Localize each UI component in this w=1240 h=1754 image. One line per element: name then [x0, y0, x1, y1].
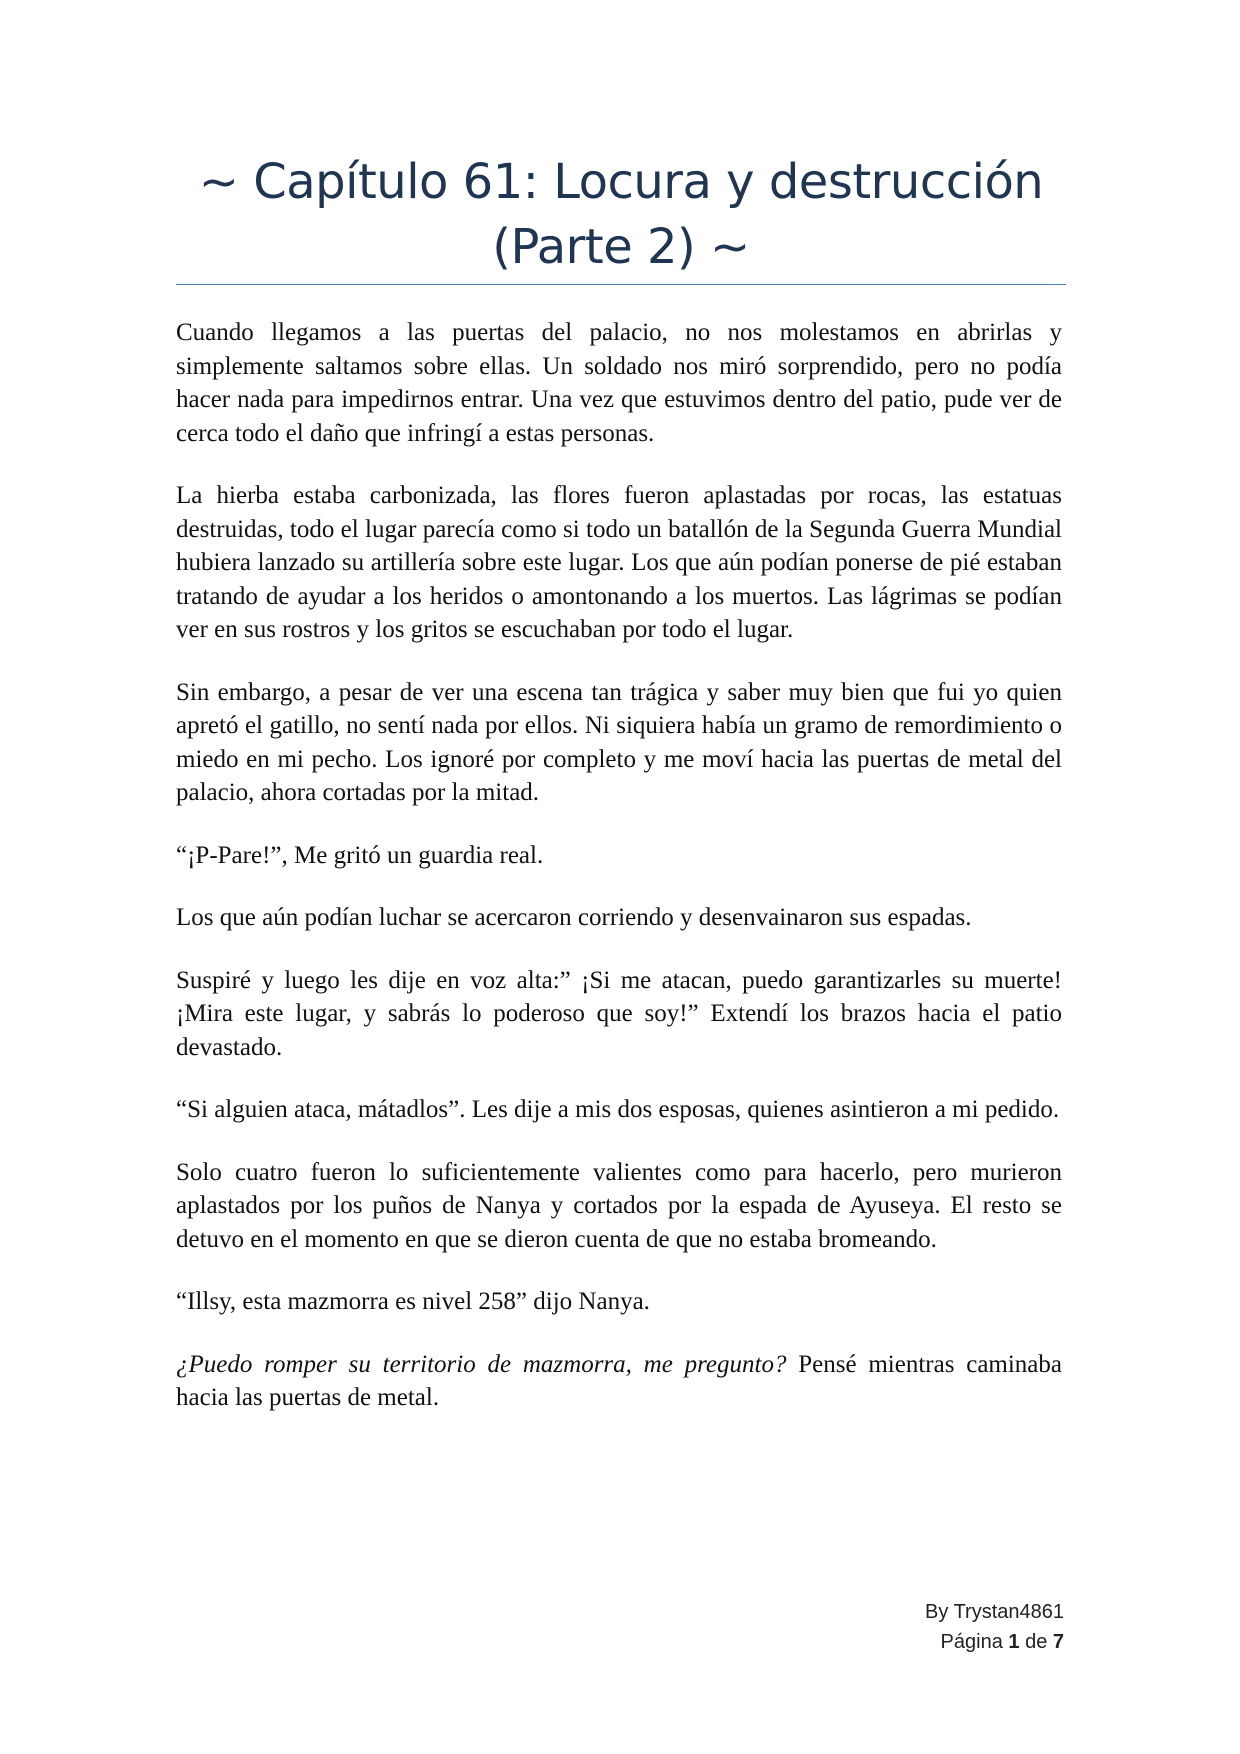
paragraph: “Si alguien ataca, mátadlos”. Les dije a mis dos esposas, quienes asintieron a mi pedido.: [176, 1096, 1060, 1123]
page-total: 7: [1052, 1631, 1064, 1653]
page-label: Página: [940, 1631, 1009, 1653]
of-label: de: [1019, 1631, 1053, 1653]
title-divider: [176, 284, 1066, 285]
paragraph: “¡P-Pare!”, Me gritó un guardia real.: [176, 841, 544, 869]
page-footer: [925, 1597, 1064, 1657]
paragraph-last: [176, 1348, 1062, 1415]
paragraph: Sin embargo, a pesar de ver una escena tan trágica y saber muy bien que fui yo quien apretó el gatillo, no sentí nada por ellos. Ni siquiera había un gramo de remordimiento o miedo en mi pecho. Los ignoré por completo y me moví hacia las puertas de metal del palacio, ahora cortadas por la mitad.: [176, 678, 1062, 806]
paragraph: La hierba estaba carbonizada, las flores fueron aplastadas por rocas, las estatuas destruidas, todo el lugar parecía como si todo un batallón de la Segunda Guerra Mundial hubiera lanzado su artillería sobre este lugar. Los que aún podían ponerse de pié estaban tratando de ayudar a los heridos o amontonando a los muertos. Las lágrimas se podían ver en sus rostros y los gritos se escuchaban por todo el lugar.: [176, 482, 1062, 643]
footer-page-count: [925, 1627, 1064, 1657]
paragraph: Suspiré y luego les dije en voz alta:” ¡Si me atacan, puedo garantizarles su muerte! ¡Mira este lugar, y sabrás lo poderoso que soy!” Extendí los brazos hacia el patio devastado.: [176, 966, 1062, 1061]
paragraph: “Illsy, esta mazmorra es nivel 258” dijo Nanya.: [176, 1288, 650, 1315]
chapter-title: ~ Capítulo 61: Locura y destrucción (Parte 2) ~: [198, 154, 1044, 275]
inner-thought-text: ¿Puedo romper su territorio de mazmorra, me pregunto?: [176, 1350, 787, 1378]
page-number: 1: [1008, 1631, 1020, 1653]
paragraph: Cuando llegamos a las puertas del palacio, no nos molestamos en abrirlas y simplemente saltamos sobre ellas. Un soldado nos miró sorprendido, pero no podía hacer nada para impedirnos entrar. Una vez que estuvimos dentro del patio, pude ver de cerca todo el daño que infringí a estas personas.: [176, 319, 1062, 447]
chapter-body: [176, 316, 1062, 1415]
footer-author: By Trystan4861: [925, 1601, 1064, 1623]
narration-text: Pensé mientras caminaba hacia las puertas de metal.: [176, 1350, 1063, 1411]
paragraph: Solo cuatro fueron lo suficientemente valientes como para hacerlo, pero murieron aplastados por los puños de Nanya y cortados por la espada de Ayuseya. El resto se detuvo en el momento en que se dieron cuenta de que no estaba bromeando.: [176, 1158, 1062, 1253]
paragraph: Los que aún podían luchar se acercaron corriendo y desenvainaron sus espadas.: [176, 904, 972, 931]
